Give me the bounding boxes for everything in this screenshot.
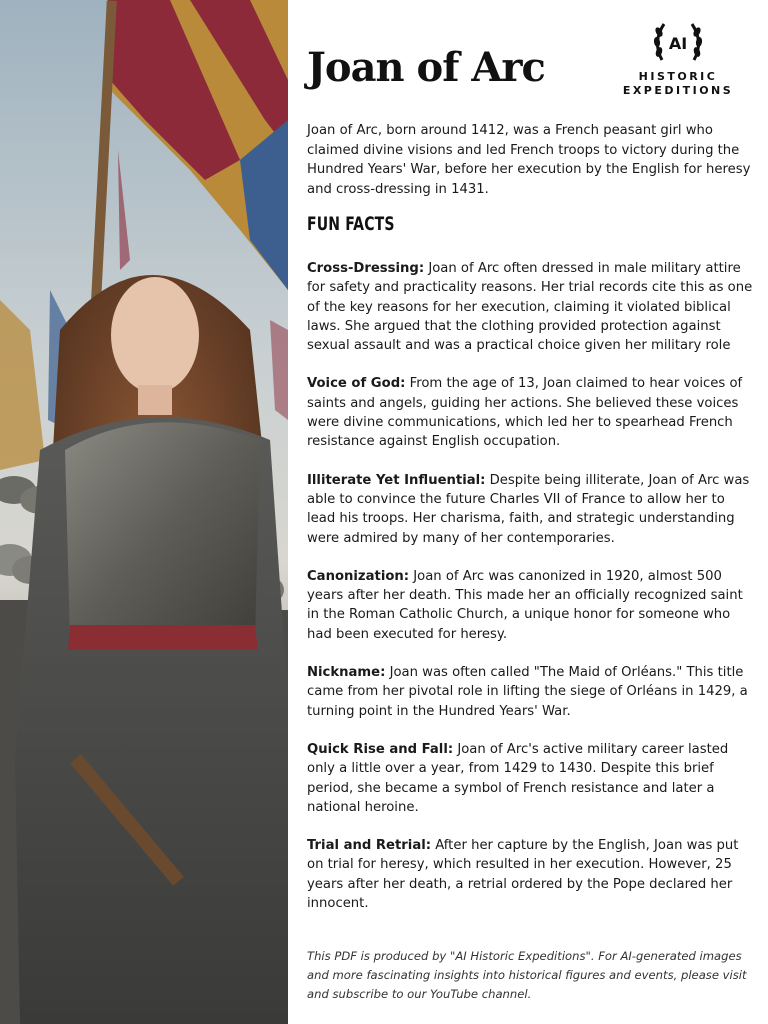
logo-line-1: HISTORIC	[638, 70, 718, 83]
fact-title: Quick Rise and Fall:	[307, 741, 454, 757]
text-panel	[288, 0, 768, 1024]
fact-cross-dressing	[307, 259, 755, 355]
logo-badge-text: AI	[668, 34, 688, 53]
fact-text: Joan of Arc's active military career lasted only a little over a year, from 1429 to 1430. Despite this brief period, she became a symbol of French resistance and later a national heroine.	[307, 741, 729, 815]
joan-of-arc-portrait	[0, 0, 288, 1024]
fact-text: After her capture by the English, Joan was put on trial for heresy, which resulted in her execution. However, 25 years after her death, a retrial ordered by the Pope declared her innocent.	[307, 838, 739, 912]
fact-illiterate-yet-influential	[307, 471, 755, 548]
fun-facts-list	[307, 259, 755, 932]
breastplate	[65, 422, 260, 640]
fact-title: Voice of God:	[307, 376, 406, 392]
fact-quick-rise-and-fall	[307, 740, 755, 817]
fact-nickname	[307, 663, 755, 721]
fact-title: Illiterate Yet Influential:	[307, 472, 486, 488]
fact-title: Cross-Dressing:	[307, 261, 425, 276]
fact-text: Joan of Arc was canonized in 1920, almost 500 years after her death. This made her an officially recognized saint in the Roman Catholic Church, a unique honor for someone who had been executed for heresy.	[307, 568, 743, 642]
intro-paragraph: Joan of Arc, born around 1412, was a French peasant girl who claimed divine visions and led French troops to victory during the Hundred Years' War, before her execution by the English for heresy and cross-dressing in 1431.	[307, 123, 751, 197]
logo-line-2: EXPEDITIONS	[622, 84, 734, 97]
red-belt	[68, 625, 258, 650]
fact-title: Nickname:	[307, 665, 386, 681]
fact-text: Despite being illiterate, Joan of Arc was able to convince the future Charles VII of France to allow her to lead his troops. Her charisma, faith, and strategic understanding were admired by many of her contemporaries.	[307, 472, 750, 546]
laurel-badge-icon	[650, 14, 706, 70]
page-title: Joan of Arc	[307, 44, 545, 91]
brand-logo	[608, 14, 748, 106]
fun-facts-heading: FUN FACTS	[307, 213, 395, 235]
fact-trial-and-retrial	[307, 836, 755, 913]
footer-note: This PDF is produced by "AI Historic Expeditions". For AI-generated images and more fascinating insights into historical figures and events, please visit and subscribe to our YouTube channel.	[307, 949, 747, 1001]
fact-text: From the age of 13, Joan claimed to hear voices of saints and angels, guiding her actions. She believed these voices were divine communications, which led her to spearhead French resistance against English occupation.	[307, 376, 743, 450]
fact-title: Trial and Retrial:	[307, 838, 432, 854]
fact-canonization	[307, 567, 755, 644]
neck	[138, 385, 172, 415]
fact-voice-of-god	[307, 374, 755, 451]
fact-text: Joan of Arc often dressed in male military attire for safety and practicality reasons. Her trial records cite this as one of the key reasons for her execution, claiming it violated biblical laws. She argued that the clothing provided protection against sexual assault and was a practical choice given her military role	[307, 261, 753, 354]
fact-text: Joan was often called "The Maid of Orléans." This title came from her pivotal role in lifting the siege of Orléans in 1429, a turning point in the Hundred Years' War.	[307, 665, 748, 719]
face	[111, 277, 199, 393]
fact-title: Canonization:	[307, 568, 410, 584]
